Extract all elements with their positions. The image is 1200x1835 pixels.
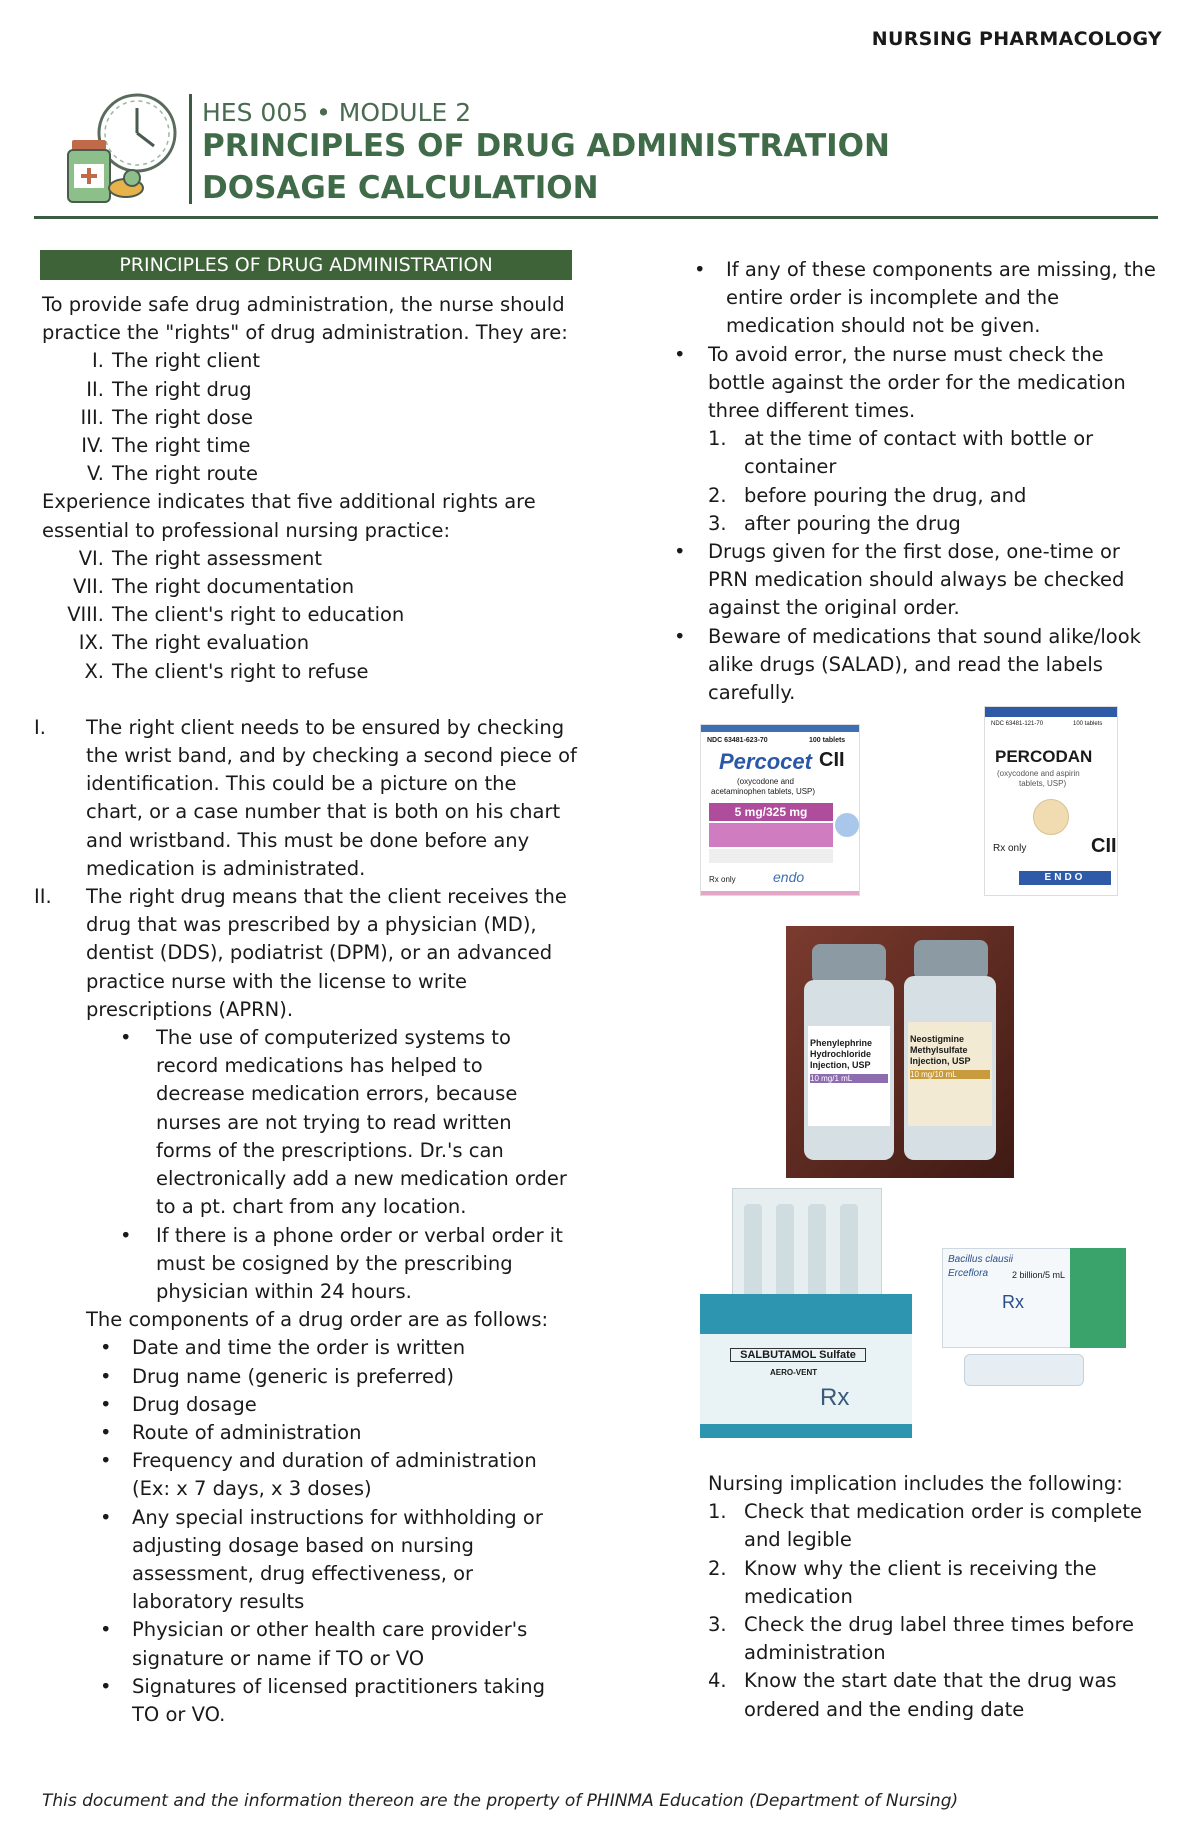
discussion-line bbox=[34, 883, 580, 911]
vial-left-name: Phenylephrine bbox=[810, 1038, 873, 1048]
additional-line: Experience indicates that five additional rights are bbox=[42, 490, 536, 514]
sub-bullet-line: physician within 24 hours. bbox=[156, 1279, 412, 1303]
discussion-number: I. bbox=[34, 715, 46, 739]
right-bullet-line-text: Beware of medications that sound alike/look bbox=[708, 624, 1141, 648]
right-bullet-line: three different times. bbox=[708, 399, 916, 423]
discussion-text: The right drug means that the client receives the bbox=[86, 885, 567, 909]
injection-vials-photo bbox=[786, 926, 1014, 1178]
component-line-text: Date and time the order is written bbox=[132, 1336, 466, 1360]
sub-bullet-line: electronically add a new medication order bbox=[156, 1167, 567, 1191]
right-item-number: I. bbox=[92, 349, 104, 373]
percocet-rx: Rx only bbox=[709, 875, 736, 884]
percodan-sub1: (oxycodone and aspirin bbox=[997, 769, 1080, 778]
right-bullet-line bbox=[666, 623, 1166, 651]
page-title: PRINCIPLES OF DRUG ADMINISTRATION bbox=[202, 128, 890, 164]
component-line: adjusting dosage based on nursing bbox=[132, 1533, 474, 1557]
component-line bbox=[40, 1616, 580, 1644]
implication-line bbox=[708, 1696, 1168, 1724]
discussion-line bbox=[40, 855, 580, 883]
right-bullet-line: PRN medication should always be checked bbox=[708, 568, 1125, 592]
implication-text: Check that medication order is complete bbox=[744, 1500, 1143, 1524]
right-item-text: The right route bbox=[112, 462, 259, 486]
left-column bbox=[34, 250, 580, 1729]
check-text: at the time of contact with bottle or bbox=[744, 427, 1094, 451]
component-line-text: Any special instructions for withholding or bbox=[132, 1505, 543, 1529]
right-bullet-line-bullet: • bbox=[674, 624, 686, 648]
discussion-text: identification. This could be a picture on the bbox=[86, 772, 517, 796]
discussion-text: chart, or a case number that is both on his chart bbox=[86, 800, 561, 824]
check-line bbox=[666, 453, 1166, 481]
vial-left-name3: Injection, USP bbox=[810, 1060, 871, 1070]
erceflora-rx: Rx bbox=[1002, 1292, 1024, 1312]
right-bullet-line: medication should not be given. bbox=[726, 314, 1041, 338]
right-item-number: IX. bbox=[78, 631, 104, 655]
right-item-number: VII. bbox=[72, 575, 104, 599]
right-item bbox=[40, 376, 580, 404]
vial-right-name2: Methylsulfate bbox=[910, 1045, 968, 1055]
right-item-number: VIII. bbox=[67, 603, 104, 627]
spacer bbox=[40, 686, 580, 714]
right-bullet-line-bullet: • bbox=[694, 258, 706, 281]
right-bullet-line-text: If any of these components are missing, the bbox=[726, 258, 1156, 281]
sub-bullet-line-text: If there is a phone order or verbal order it bbox=[156, 1223, 563, 1247]
implication-number: 3. bbox=[708, 1613, 727, 1637]
percocet-label-image bbox=[700, 724, 860, 896]
discussion-line bbox=[40, 911, 580, 939]
sub-bullet-line: nurses are not trying to read written bbox=[156, 1110, 512, 1134]
implication-text: ordered and the ending date bbox=[744, 1697, 1025, 1721]
implication-text: Know why the client is receiving the bbox=[744, 1556, 1097, 1580]
check-number: 2. bbox=[708, 483, 727, 507]
vial-left-name2: Hydrochloride bbox=[810, 1049, 872, 1059]
check-number: 3. bbox=[708, 511, 727, 535]
implication-intro: Nursing implication includes the following: bbox=[708, 1472, 1123, 1495]
additional-line: essential to professional nursing practice: bbox=[42, 518, 451, 542]
check-line bbox=[666, 425, 1166, 453]
discussion-text: dentist (DDS), podiatrist (DPM), or an advanced bbox=[86, 941, 553, 965]
vial-right-name3: Injection, USP bbox=[910, 1056, 971, 1066]
salbutamol-box-photo bbox=[700, 1184, 912, 1438]
course-label: NURSING PHARMACOLOGY bbox=[871, 28, 1162, 50]
component-line-text: Route of administration bbox=[132, 1420, 362, 1444]
erceflora-box-photo bbox=[940, 1246, 1128, 1394]
component-line: (Ex: x 7 days, x 3 doses) bbox=[132, 1477, 372, 1501]
discussion-line bbox=[40, 968, 580, 996]
percocet-strength: 5 mg/325 mg bbox=[709, 803, 833, 821]
right-item-text: The right dose bbox=[112, 405, 253, 429]
module-label: HES 005 • MODULE 2 bbox=[202, 98, 472, 127]
sub-bullet-line: to a pt. chart from any location. bbox=[156, 1195, 467, 1219]
discussion-line bbox=[40, 996, 580, 1024]
right-item bbox=[40, 545, 580, 573]
right-bullet-line bbox=[666, 256, 1166, 284]
section-banner: PRINCIPLES OF DRUG ADMINISTRATION bbox=[40, 250, 572, 280]
component-line-bullet: • bbox=[100, 1392, 112, 1416]
component-line bbox=[40, 1391, 580, 1419]
percodan-name: PERCODAN bbox=[995, 747, 1093, 766]
check-text: after pouring the drug bbox=[744, 511, 961, 535]
salbutamol-brand: AERO-VENT bbox=[770, 1368, 818, 1377]
discussion-line bbox=[40, 827, 580, 855]
vial-right-name: Neostigmine bbox=[910, 1034, 965, 1044]
right-bullet-line-text: Drugs given for the first dose, one-time or bbox=[708, 540, 1120, 564]
right-column bbox=[666, 256, 1166, 707]
component-line-bullet: • bbox=[100, 1364, 112, 1388]
right-item-number: V. bbox=[86, 462, 104, 486]
implication-line bbox=[708, 1611, 1168, 1639]
discussion-line bbox=[40, 770, 580, 798]
right-item-number: VI. bbox=[78, 546, 104, 570]
implication-line bbox=[708, 1639, 1168, 1667]
right-bullet-line bbox=[666, 341, 1166, 369]
right-item bbox=[40, 573, 580, 601]
right-item-number: IV. bbox=[81, 434, 104, 458]
discussion-line bbox=[40, 742, 580, 770]
percodan-schedule: CII bbox=[1091, 835, 1117, 857]
component-line bbox=[40, 1673, 580, 1701]
right-item-text: The right client bbox=[112, 349, 261, 373]
component-line-bullet: • bbox=[100, 1505, 112, 1529]
percocet-count: 100 tablets bbox=[809, 737, 846, 744]
component-line bbox=[40, 1363, 580, 1391]
implication-text: medication bbox=[744, 1584, 853, 1608]
implication-line bbox=[708, 1667, 1168, 1695]
percocet-sub2: acetaminophen tablets, USP) bbox=[711, 787, 816, 796]
salbutamol-name: SALBUTAMOL Sulfate bbox=[730, 1348, 866, 1362]
implication-number: 2. bbox=[708, 1556, 727, 1580]
implication-number: 4. bbox=[708, 1669, 727, 1693]
component-line-text: Drug name (generic is preferred) bbox=[132, 1364, 455, 1388]
right-item-number: II. bbox=[86, 377, 104, 401]
component-line-bullet: • bbox=[100, 1618, 112, 1642]
discussion-text: the wrist band, and by checking a second piece of bbox=[86, 744, 577, 768]
component-line-text: Physician or other health care provider's bbox=[132, 1618, 528, 1642]
page-subtitle: DOSAGE CALCULATION bbox=[202, 170, 599, 206]
right-item bbox=[40, 347, 580, 375]
right-item-text: The right documentation bbox=[112, 575, 355, 599]
sub-bullet-line: must be cosigned by the prescribing bbox=[156, 1251, 513, 1275]
right-bullet-line: carefully. bbox=[708, 681, 796, 705]
component-line: assessment, drug effectiveness, or bbox=[132, 1561, 474, 1585]
component-line bbox=[40, 1334, 580, 1362]
component-line-bullet: • bbox=[100, 1674, 112, 1698]
component-line-bullet: • bbox=[100, 1449, 112, 1473]
header-rule bbox=[34, 216, 1158, 219]
right-item-number: X. bbox=[84, 659, 104, 683]
check-text: before pouring the drug, and bbox=[744, 483, 1027, 507]
erceflora-brand: Erceflora bbox=[948, 1268, 989, 1279]
check-line bbox=[666, 482, 1166, 510]
discussion-text: The right client needs to be ensured by checking bbox=[86, 715, 565, 739]
right-item bbox=[40, 432, 580, 460]
percocet-ndc: NDC 63481-623-70 bbox=[707, 737, 768, 744]
intro-line: practice the "rights" of drug administration. They are: bbox=[42, 321, 568, 345]
implication-line bbox=[708, 1555, 1168, 1583]
discussion-text: and wristband. This must be done before any bbox=[86, 828, 530, 852]
right-item-text: The right assessment bbox=[112, 546, 323, 570]
check-number: 1. bbox=[708, 427, 727, 451]
check-line bbox=[666, 510, 1166, 538]
percodan-brand: ENDO bbox=[1019, 871, 1111, 885]
sub-bullet-line-bullet: • bbox=[120, 1223, 132, 1247]
component-line bbox=[40, 1504, 580, 1532]
right-item bbox=[40, 460, 580, 488]
sub-bullet-line-text: The use of computerized systems to bbox=[156, 1026, 511, 1050]
component-line bbox=[40, 1419, 580, 1447]
implication-line bbox=[708, 1583, 1168, 1611]
components-intro: The components of a drug order are as follows: bbox=[86, 1308, 549, 1332]
implication-text: Check the drug label three times before bbox=[744, 1613, 1135, 1637]
component-line-text: Frequency and duration of administration bbox=[132, 1449, 537, 1473]
percodan-sub2: tablets, USP) bbox=[1019, 779, 1067, 788]
right-bullet-line: bottle against the order for the medication bbox=[708, 370, 1126, 394]
vial-left-dose: 10 mg/1 mL bbox=[810, 1074, 888, 1083]
discussion-text: prescriptions (APRN). bbox=[86, 997, 294, 1021]
right-item bbox=[40, 404, 580, 432]
right-bullet-line: alike drugs (SALAD), and read the labels bbox=[708, 652, 1103, 676]
right-bullet-line-bullet: • bbox=[674, 540, 686, 564]
discussion-text: practice nurse with the license to write bbox=[86, 969, 467, 993]
right-item bbox=[40, 629, 580, 657]
erceflora-name: Bacillus clausii bbox=[948, 1254, 1014, 1265]
sub-bullet-line-bullet: • bbox=[120, 1026, 132, 1050]
sub-bullet-line: record medications has helped to bbox=[156, 1054, 483, 1078]
implication-text: Know the start date that the drug was bbox=[744, 1669, 1117, 1693]
right-item-text: The client's right to refuse bbox=[112, 659, 369, 683]
percodan-rx: Rx only bbox=[993, 843, 1027, 854]
right-bullet-line: entire order is incomplete and the bbox=[726, 286, 1060, 310]
sub-bullet-line: decrease medication errors, because bbox=[156, 1082, 518, 1106]
intro-line: To provide safe drug administration, the nurse should bbox=[42, 293, 565, 316]
right-item-text: The right time bbox=[112, 434, 251, 458]
percodan-count: 100 tablets bbox=[1073, 721, 1103, 727]
component-line-text: Drug dosage bbox=[132, 1392, 257, 1416]
right-item-text: The right evaluation bbox=[112, 631, 310, 655]
erceflora-dose: 2 billion/5 mL bbox=[1012, 1270, 1066, 1280]
salbutamol-rx: Rx bbox=[820, 1384, 850, 1411]
discussion-text: medication is administrated. bbox=[86, 856, 366, 880]
component-line: signature or name if TO or VO bbox=[132, 1646, 425, 1670]
check-text: container bbox=[744, 455, 837, 479]
component-line: laboratory results bbox=[132, 1590, 305, 1614]
implication-line bbox=[708, 1526, 1168, 1554]
sub-bullet-line bbox=[40, 1024, 580, 1052]
right-bullet-line-bullet: • bbox=[674, 342, 686, 366]
module-header bbox=[62, 88, 1162, 208]
right-bullet-line: against the original order. bbox=[708, 596, 960, 620]
header-divider bbox=[189, 94, 192, 204]
right-item bbox=[40, 601, 580, 629]
component-line-bullet: • bbox=[100, 1336, 112, 1360]
right-bullet-line-text: To avoid error, the nurse must check the bbox=[708, 342, 1104, 366]
discussion-line bbox=[40, 939, 580, 967]
implication-text: and legible bbox=[744, 1528, 852, 1552]
implication-line bbox=[708, 1498, 1168, 1526]
right-bullet-line bbox=[666, 538, 1166, 566]
right-item-number: III. bbox=[80, 405, 104, 429]
component-line: TO or VO. bbox=[132, 1702, 226, 1726]
right-item-text: The right drug bbox=[112, 377, 252, 401]
medicine-clock-icon bbox=[62, 88, 182, 208]
discussion-text: drug that was prescribed by a physician (MD), bbox=[86, 913, 537, 937]
sub-bullet-line: forms of the prescriptions. Dr.'s can bbox=[156, 1138, 504, 1162]
discussion-line bbox=[40, 798, 580, 826]
component-line-text: Signatures of licensed practitioners taking bbox=[132, 1674, 545, 1698]
discussion-number: II. bbox=[34, 885, 52, 909]
percocet-sub1: (oxycodone and bbox=[737, 777, 794, 786]
right-item bbox=[40, 658, 580, 686]
component-line-bullet: • bbox=[100, 1420, 112, 1444]
vial-right-dose: 10 mg/10 mL bbox=[910, 1070, 990, 1079]
percocet-schedule: CII bbox=[819, 749, 845, 771]
percodan-ndc: NDC 63481-121-70 bbox=[991, 721, 1044, 727]
page-footer: This document and the information thereon are the property of PHINMA Education (Department of Nursing) bbox=[42, 1791, 959, 1811]
component-line bbox=[40, 1447, 580, 1475]
implication-text: administration bbox=[744, 1641, 886, 1665]
percocet-name: Percocet bbox=[719, 749, 812, 774]
sub-bullet-line bbox=[40, 1222, 580, 1250]
right-item-text: The client's right to education bbox=[112, 603, 405, 627]
discussion-line bbox=[34, 714, 580, 742]
percocet-brand: endo bbox=[773, 869, 805, 885]
nursing-implications bbox=[708, 1470, 1168, 1724]
percodan-label-image bbox=[984, 706, 1118, 896]
implication-number: 1. bbox=[708, 1500, 727, 1524]
